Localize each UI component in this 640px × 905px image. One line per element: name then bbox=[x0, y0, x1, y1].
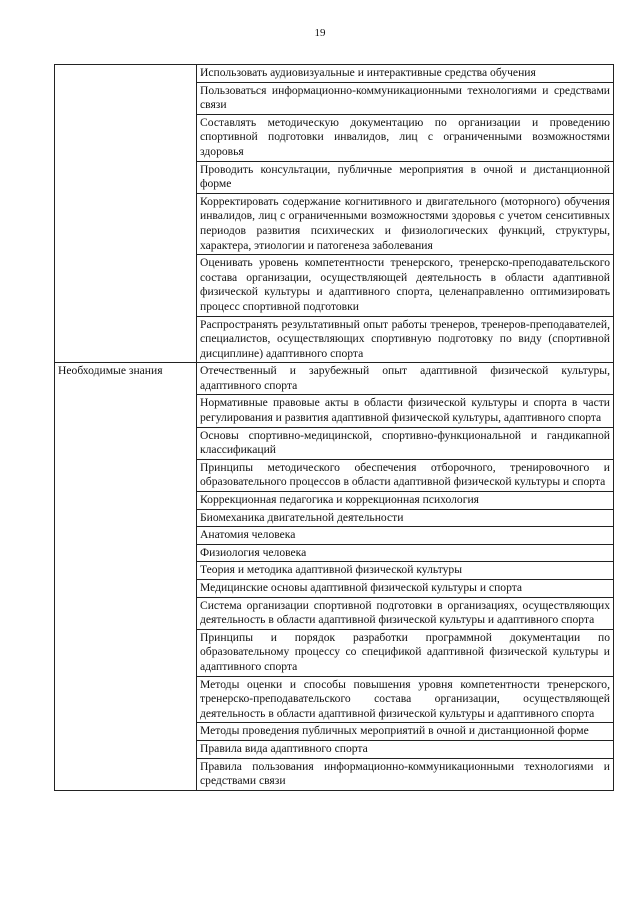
page-number: 19 bbox=[314, 27, 326, 39]
knowledge-row bbox=[55, 363, 614, 395]
knowledge-item: Правила вида адаптивного спорта bbox=[197, 740, 614, 758]
knowledge-item: Система организации спортивной подготовки в организациях, осуществляющих деятельность в области адаптивной физической культуры и адаптивного спорта bbox=[197, 597, 614, 629]
knowledge-item: Основы спортивно-медицинской, спортивно-функциональной и гандикапной классификаций bbox=[197, 427, 614, 459]
skills-item: Корректировать содержание когнитивного и двигательного (моторного) обучения инвалидов, лиц с ограниченными возможностями здоровья с учетом сенситивных периодов развития психических и физиологических функций, структуры, характера, этиологии и патогенеза заболевания bbox=[197, 193, 614, 254]
skills-item: Оценивать уровень компетентности тренерского, тренерско-преподавательского состава организации, осуществляющей деятельность в области адаптивной физической культуры и адаптивного спорта, целенаправленно оптимизировать процесс спортивной подготовки bbox=[197, 255, 614, 316]
skills-item: Использовать аудиовизуальные и интерактивные средства обучения bbox=[197, 65, 614, 83]
skills-row bbox=[55, 65, 614, 83]
knowledge-item: Принципы методического обеспечения отборочного, тренировочного и образовательного процессов в области адаптивной физической культуры и спорта bbox=[197, 459, 614, 491]
knowledge-item: Правила пользования информационно-коммуникационными технологиями и средствами связи bbox=[197, 758, 614, 790]
skills-item: Проводить консультации, публичные мероприятия в очной и дистанционной форме bbox=[197, 161, 614, 193]
skills-item: Составлять методическую документацию по организации и проведению спортивной подготовки инвалидов, лиц с ограниченными возможностями здоровья bbox=[197, 114, 614, 161]
competency-table bbox=[54, 64, 614, 791]
skills-label-cell bbox=[55, 65, 197, 363]
knowledge-item: Биомеханика двигательной деятельности bbox=[197, 509, 614, 527]
skills-item: Распространять результативный опыт работы тренеров, тренеров-преподавателей, специалистов, осуществляющих спортивную подготовку по виду (спортивной дисциплине) адаптивного спорта bbox=[197, 316, 614, 363]
knowledge-item: Коррекционная педагогика и коррекционная психология bbox=[197, 492, 614, 510]
knowledge-item: Медицинские основы адаптивной физической культуры и спорта bbox=[197, 580, 614, 598]
knowledge-item: Отечественный и зарубежный опыт адаптивной физической культуры, адаптивного спорта bbox=[197, 363, 614, 395]
knowledge-item: Методы оценки и способы повышения уровня компетентности тренерского, тренерско-преподавательского состава организации, осуществляющей деятельность в области адаптивной физической культуры и адаптивного спорта bbox=[197, 676, 614, 723]
knowledge-item: Физиология человека bbox=[197, 544, 614, 562]
knowledge-item: Принципы и порядок разработки программной документации по образовательному процессу со спецификой адаптивной физической культуры и адаптивного спорта bbox=[197, 629, 614, 676]
knowledge-item: Анатомия человека bbox=[197, 527, 614, 545]
knowledge-item: Нормативные правовые акты в области физической культуры и спорта в части регулирования и развития адаптивной физической культуры, адаптивного спорта bbox=[197, 395, 614, 427]
knowledge-label-cell: Необходимые знания bbox=[55, 363, 197, 790]
knowledge-item: Методы проведения публичных мероприятий в очной и дистанционной форме bbox=[197, 723, 614, 741]
table-body bbox=[55, 65, 614, 791]
knowledge-item: Теория и методика адаптивной физической культуры bbox=[197, 562, 614, 580]
skills-item: Пользоваться информационно-коммуникационными технологиями и средствами связи bbox=[197, 82, 614, 114]
